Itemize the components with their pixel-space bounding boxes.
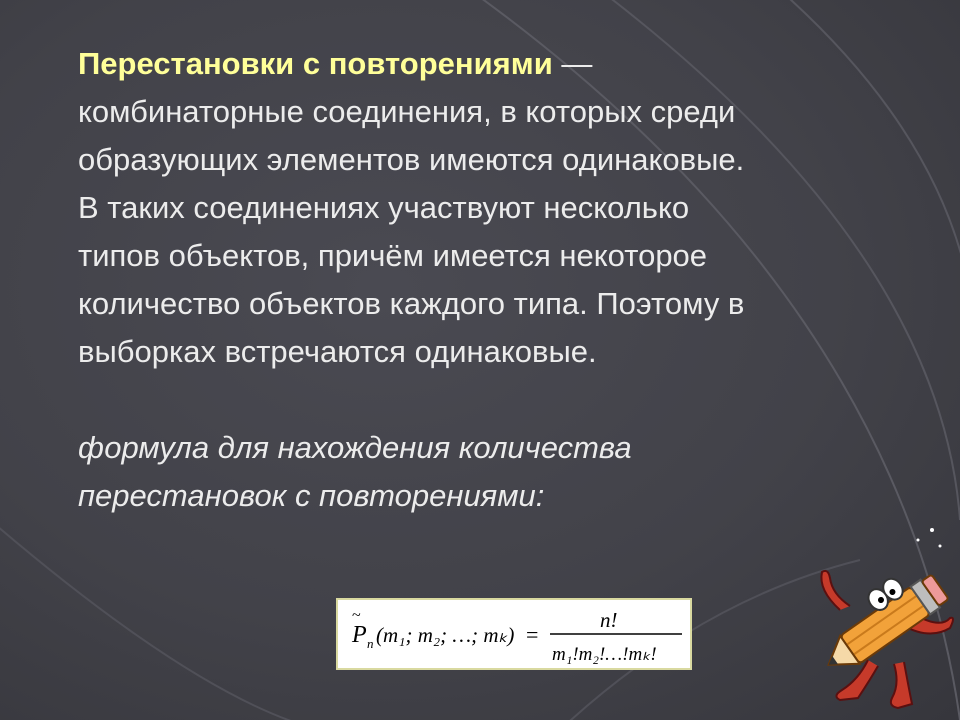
body-line-1: комбинаторные соединения, в которых среди bbox=[78, 94, 736, 129]
formula-p-symbol: P bbox=[352, 622, 367, 648]
formula-denominator: m₁!m₂!…!mₖ! bbox=[552, 644, 657, 665]
title-line bbox=[78, 40, 948, 88]
tilde-mark: ~ bbox=[352, 607, 361, 624]
body-line-5: количество объектов каждого типа. Поэтому в bbox=[78, 286, 745, 321]
content-text bbox=[78, 40, 948, 520]
body-line-3: В таких соединениях участвуют несколько bbox=[78, 190, 690, 225]
body-line-4: типов объектов, причём имеется некоторое bbox=[78, 238, 708, 273]
formula-caption-line-1: формула для нахождения количества bbox=[78, 430, 632, 465]
body-line-2: образующих элементов имеются одинаковые. bbox=[78, 142, 745, 177]
formula-equals: = bbox=[526, 622, 539, 647]
body-line-6: выборках встречаются одинаковые. bbox=[78, 334, 597, 369]
formula-svg bbox=[338, 600, 690, 668]
slide-title: Перестановки с повторениями bbox=[78, 46, 553, 81]
formula-numerator: n! bbox=[600, 608, 618, 632]
formula-box bbox=[336, 598, 692, 670]
title-dash: — bbox=[552, 46, 593, 81]
formula-args: (m₁; m₂; …; mₖ) bbox=[376, 623, 515, 647]
pencil-mascot-icon bbox=[800, 520, 960, 720]
spacer bbox=[78, 376, 948, 424]
formula-p-subscript: n bbox=[367, 636, 374, 651]
formula-caption-line-2: перестановок с повторениями: bbox=[78, 478, 545, 513]
